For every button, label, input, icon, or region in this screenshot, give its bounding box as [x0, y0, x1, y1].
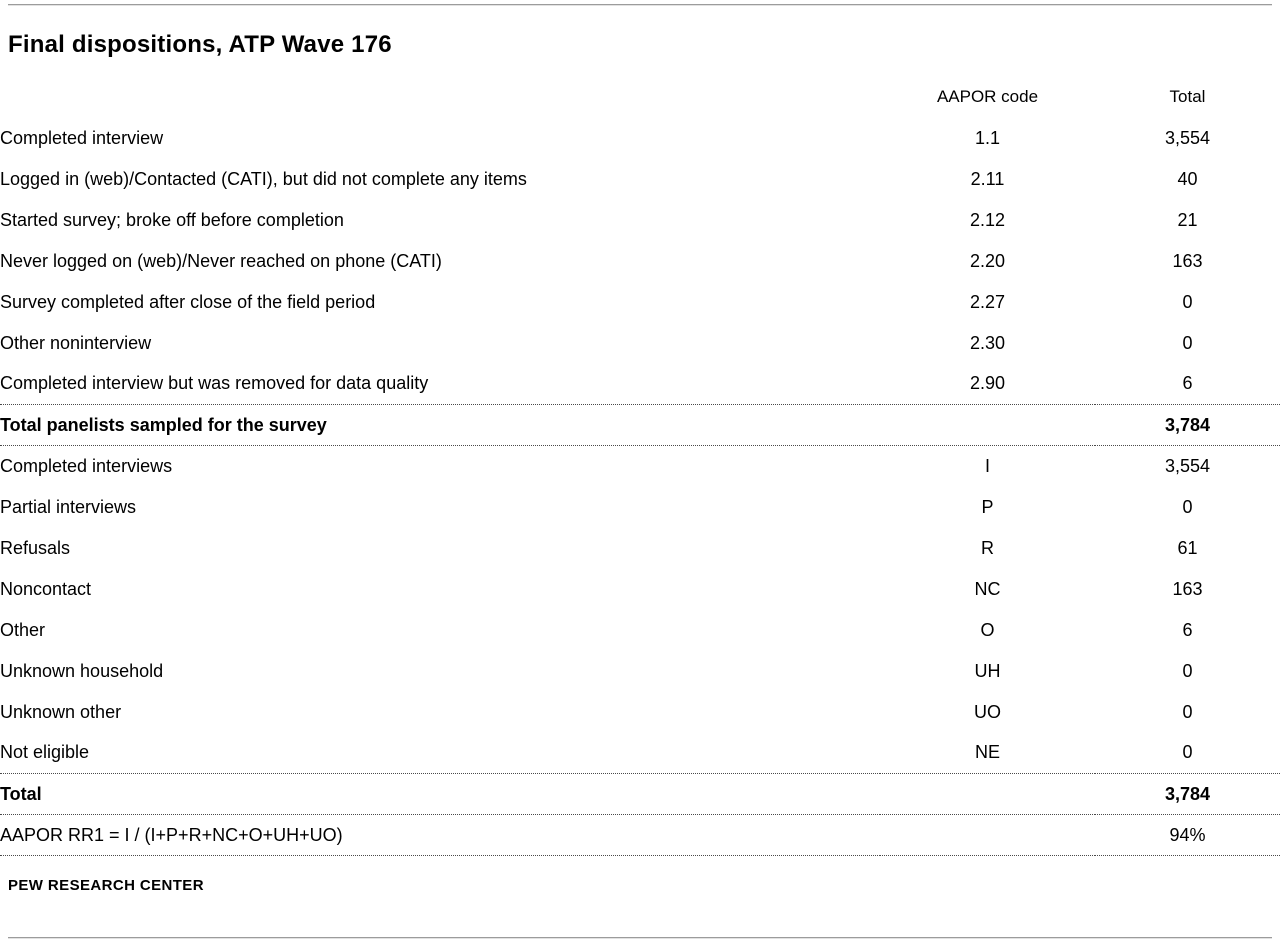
- table-row: [0, 733, 1280, 774]
- table-row: [0, 487, 1280, 528]
- table-row: [0, 200, 1280, 241]
- row-total-value: 163: [1172, 250, 1203, 271]
- row-total-value: 3,784: [1095, 405, 1280, 446]
- table-row: [0, 159, 1280, 200]
- table-row: [0, 282, 1280, 323]
- final-dispositions-table: [0, 77, 1280, 857]
- row-total-value: 94%: [1095, 815, 1280, 856]
- row-aapor-code: 2.20: [969, 250, 1006, 271]
- row-disposition-label: Unknown other: [0, 701, 122, 722]
- row-disposition-label: Unknown household: [0, 660, 164, 681]
- table-header: [0, 77, 1280, 118]
- row-aapor-code: 2.90: [969, 373, 1006, 394]
- column-header-total: Total: [1169, 87, 1206, 107]
- row-disposition-label: Noncontact: [0, 578, 92, 599]
- row-aapor-code: 2.30: [969, 332, 1006, 353]
- row-aapor-code: 2.11: [970, 168, 1005, 189]
- table-row: [0, 815, 1280, 856]
- row-total-value: 61: [1177, 537, 1198, 558]
- row-disposition-label: Never logged on (web)/Never reached on phone (CATI): [0, 250, 442, 271]
- row-aapor-code: P: [981, 496, 994, 517]
- row-total-value: 40: [1177, 168, 1198, 189]
- source-attribution: PEW RESEARCH CENTER: [8, 877, 204, 895]
- row-total-value: 3,554: [1164, 455, 1211, 476]
- row-aapor-code: [880, 405, 1095, 446]
- row-aapor-code: R: [981, 537, 994, 558]
- row-total-value: 3,784: [1095, 774, 1280, 815]
- row-disposition-label: Other noninterview: [0, 332, 152, 353]
- row-disposition-label: Survey completed after close of the field period: [0, 291, 376, 312]
- top-divider-rule: [8, 4, 1272, 6]
- row-disposition-label: Completed interview but was removed for data quality: [0, 373, 429, 394]
- table-row: [0, 610, 1280, 651]
- row-aapor-code: 2.12: [969, 209, 1006, 230]
- page-title: Final dispositions, ATP Wave 176: [8, 31, 392, 58]
- row-disposition-label: Total panelists sampled for the survey: [0, 405, 880, 446]
- row-aapor-code: 1.1: [974, 127, 1001, 148]
- row-aapor-code: NC: [974, 578, 1001, 599]
- table-row: [0, 405, 1280, 446]
- row-total-value: 3,554: [1164, 127, 1211, 148]
- table-row: [0, 241, 1280, 282]
- row-aapor-code: UH: [974, 660, 1001, 681]
- table-row: [0, 364, 1280, 405]
- row-aapor-code: I: [984, 455, 990, 476]
- row-disposition-label: Logged in (web)/Contacted (CATI), but did not complete any items: [0, 168, 527, 189]
- table-row: [0, 528, 1280, 569]
- row-disposition-label: Completed interview: [0, 127, 164, 148]
- table-row: [0, 446, 1280, 487]
- row-total-value: 0: [1182, 742, 1193, 763]
- row-disposition-label: Not eligible: [0, 742, 90, 763]
- row-total-value: 0: [1182, 291, 1193, 312]
- table-row: [0, 692, 1280, 733]
- table-row: [0, 569, 1280, 610]
- row-total-value: 0: [1182, 701, 1193, 722]
- bottom-divider-rule: [8, 937, 1272, 939]
- row-aapor-code: UO: [974, 701, 1001, 722]
- row-disposition-label: Refusals: [0, 537, 71, 558]
- table-row: [0, 323, 1280, 364]
- row-total-value: 0: [1182, 660, 1193, 681]
- row-total-value: 6: [1182, 373, 1193, 394]
- row-aapor-code: NE: [974, 742, 1000, 763]
- table-row: [0, 651, 1280, 692]
- table-body: [0, 118, 1280, 856]
- row-disposition-label: Partial interviews: [0, 496, 137, 517]
- row-total-value: 0: [1182, 496, 1193, 517]
- column-header-aapor-code: AAPOR code: [936, 87, 1039, 107]
- row-aapor-code: 2.27: [969, 291, 1006, 312]
- row-disposition-label: Started survey; broke off before completion: [0, 209, 344, 230]
- row-disposition-label: Completed interviews: [0, 455, 173, 476]
- table-header-row: [0, 77, 1280, 118]
- row-total-value: 21: [1177, 209, 1198, 230]
- row-aapor-code: O: [980, 619, 995, 640]
- row-total-value: 6: [1182, 619, 1193, 640]
- row-disposition-label: AAPOR RR1 = I / (I+P+R+NC+O+UH+UO): [0, 815, 880, 856]
- row-total-value: 163: [1172, 578, 1203, 599]
- row-disposition-label: Total: [0, 774, 880, 815]
- row-aapor-code: [880, 774, 1095, 815]
- row-total-value: 0: [1182, 332, 1193, 353]
- table-row: [0, 774, 1280, 815]
- row-disposition-label: Other: [0, 619, 46, 640]
- row-aapor-code: [880, 815, 1095, 856]
- table-row: [0, 118, 1280, 159]
- column-header-disposition: [0, 77, 880, 118]
